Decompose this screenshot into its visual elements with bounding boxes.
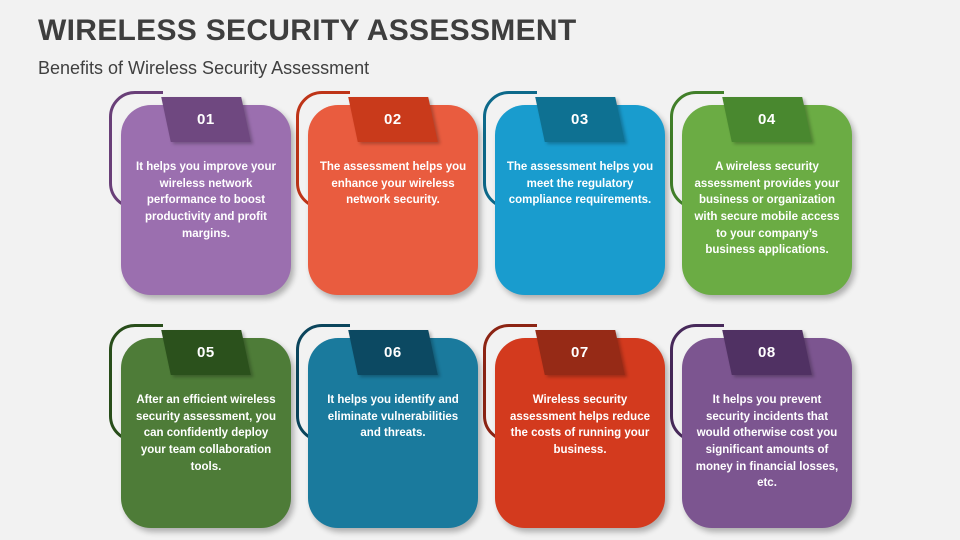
card-number-tab [535, 330, 625, 375]
benefit-card-02 [308, 105, 478, 295]
card-text: A wireless security assessment provides your business or organization with secure mobile access to your company’s business applications. [694, 161, 840, 257]
card-number-tab [535, 97, 625, 142]
page-title: WIRELESS SECURITY ASSESSMENT [38, 14, 577, 47]
page-subtitle: Benefits of Wireless Security Assessment [38, 58, 370, 78]
card-number: 03 [571, 111, 589, 128]
card-number: 07 [571, 344, 589, 361]
card-text: It helps you prevent security incidents that would otherwise cost you significant amounts of money in financial losses, etc. [695, 394, 839, 490]
card-number: 06 [384, 344, 402, 361]
card-text: After an efficient wireless security assessment, you can confidently deploy your team collaboration tools. [136, 394, 276, 473]
card-number-tab [348, 330, 438, 375]
benefit-card-01 [121, 105, 291, 295]
benefit-card-05 [121, 338, 291, 528]
card-text: Wireless security assessment helps reduce the costs of running your business. [510, 394, 650, 457]
benefit-card-03 [495, 105, 665, 295]
card-number-tab [722, 97, 812, 142]
card-number-tab [161, 97, 251, 142]
card-number-tab [161, 330, 251, 375]
benefit-card-04 [682, 105, 852, 295]
benefit-card-06 [308, 338, 478, 528]
card-number-tab [348, 97, 438, 142]
benefit-card-07 [495, 338, 665, 528]
card-number-tab [722, 330, 812, 375]
card-number: 04 [758, 111, 776, 128]
card-text: The assessment helps you meet the regulatory compliance requirements. [506, 161, 654, 207]
benefit-card-08 [682, 338, 852, 528]
card-text: It helps you identify and eliminate vulnerabilities and threats. [327, 394, 459, 440]
card-number: 05 [197, 344, 215, 361]
card-number: 02 [384, 111, 402, 128]
card-number: 01 [197, 111, 215, 128]
benefits-card-grid [121, 105, 852, 528]
card-text: The assessment helps you enhance your wireless network security. [319, 161, 467, 207]
card-number: 08 [758, 344, 776, 361]
card-text: It helps you improve your wireless network performance to boost productivity and profit margins. [136, 161, 276, 240]
